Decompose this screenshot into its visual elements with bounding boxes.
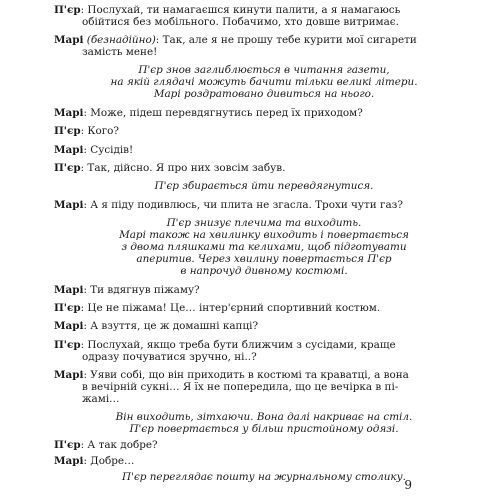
dialogue-line: П'єр: Кого? xyxy=(54,125,119,138)
dialogue-line: Марі: Ти вдягнув піжаму? xyxy=(54,283,200,296)
speaker-name: П'єр xyxy=(54,162,81,174)
dialogue-line: Марі: А я піду подивлюсь, чи плита не згасла. Трохи чути газ? xyxy=(54,198,403,211)
speaker-name: Марі xyxy=(54,283,84,296)
dialogue-line: П'єр: Послухай, ти намагаєшся кинути палити, а я намагаюсь xyxy=(54,3,401,16)
dialogue-line: П'єр: Так, дійсно. Я про них зовсім забув. xyxy=(54,162,286,174)
stage-direction: аперитив. Через хвилину повертається П'єр xyxy=(136,253,392,266)
dialogue-line: Марі: Сусідів! xyxy=(54,143,134,156)
stage-direction: з двома пляшками та келихами, щоб підготувати xyxy=(121,241,407,254)
speaker-name: Марі xyxy=(54,455,84,468)
speaker-name: П'єр xyxy=(54,338,81,351)
speaker-name: П'єр xyxy=(54,3,81,16)
dialogue-continuation: обійтися без мобільного. Побачимо, хто довше витримає. xyxy=(82,15,399,28)
speaker-name: Марі xyxy=(54,320,84,333)
stage-direction: в напрочуд дивному костюмі. xyxy=(180,265,348,278)
speaker-name: П'єр xyxy=(54,125,81,138)
dialogue-line: Марі: Може, підеш перевдягнутись перед їх приходом? xyxy=(54,106,363,119)
stage-direction: П'єр знов заглиблюється в читання газети, xyxy=(138,64,390,77)
dialogue-continuation: замість мене! xyxy=(82,46,158,58)
stage-direction: на якій глядачі можуть бачити тільки великі літери. xyxy=(110,76,418,89)
dialogue-line: П'єр: А так добре? xyxy=(54,439,158,452)
speaker-name: Марі xyxy=(54,34,84,46)
dialogue-continuation: жамі… xyxy=(82,393,120,406)
dialogue-continuation: одразу почуватися зручно, ні..? xyxy=(82,350,257,363)
dialogue-line: Марі (безнадійно): Так, але я не прошу тебе курити мої сигарети xyxy=(54,34,417,46)
dialogue-line: Марі: Уяви собі, що він приходить в костюмі та краватці, а вона xyxy=(54,369,409,382)
dialogue-line: Марі: Добре… xyxy=(54,455,135,468)
page-number: 9 xyxy=(404,478,412,492)
stage-direction: П'єр переглядає пошту на журнальному столику. xyxy=(122,471,406,484)
speaker-name: П'єр xyxy=(54,439,81,452)
speaker-name: Марі xyxy=(54,369,84,382)
dialogue-continuation: в вечірній сукні… Я їх не попередила, що це вечірка в пі- xyxy=(82,381,399,394)
dialogue-line: П'єр: Це не піжама! Це… інтер'єрний спортивний костюм. xyxy=(54,302,381,314)
speaker-name: Марі xyxy=(54,198,84,211)
speaker-name: Марі xyxy=(54,106,84,119)
stage-direction: П'єр знизує плечима та виходить. xyxy=(166,217,362,230)
dialogue-line: П'єр: Послухай, якщо треба бути ближчим з сусідами, краще xyxy=(54,338,396,351)
stage-direction: Марі також на хвилинку виходить і повертається xyxy=(119,229,409,242)
dialogue-line: Марі: А взуття, це ж домашні капці? xyxy=(54,320,259,333)
speaker-name: Марі xyxy=(54,143,84,156)
stage-direction-inline: (безнадійно) xyxy=(86,34,156,46)
stage-direction: Марі роздратовано дивиться на нього. xyxy=(153,88,375,101)
stage-direction: П'єр збирається йти перевдягнутися. xyxy=(154,180,374,193)
stage-direction: Він виходить, зітхаючи. Вона далі накриває на стіл. xyxy=(115,411,413,424)
speaker-name: П'єр xyxy=(54,302,81,314)
stage-direction: П'єр повертається у більш пристойному одязі. xyxy=(129,423,399,436)
